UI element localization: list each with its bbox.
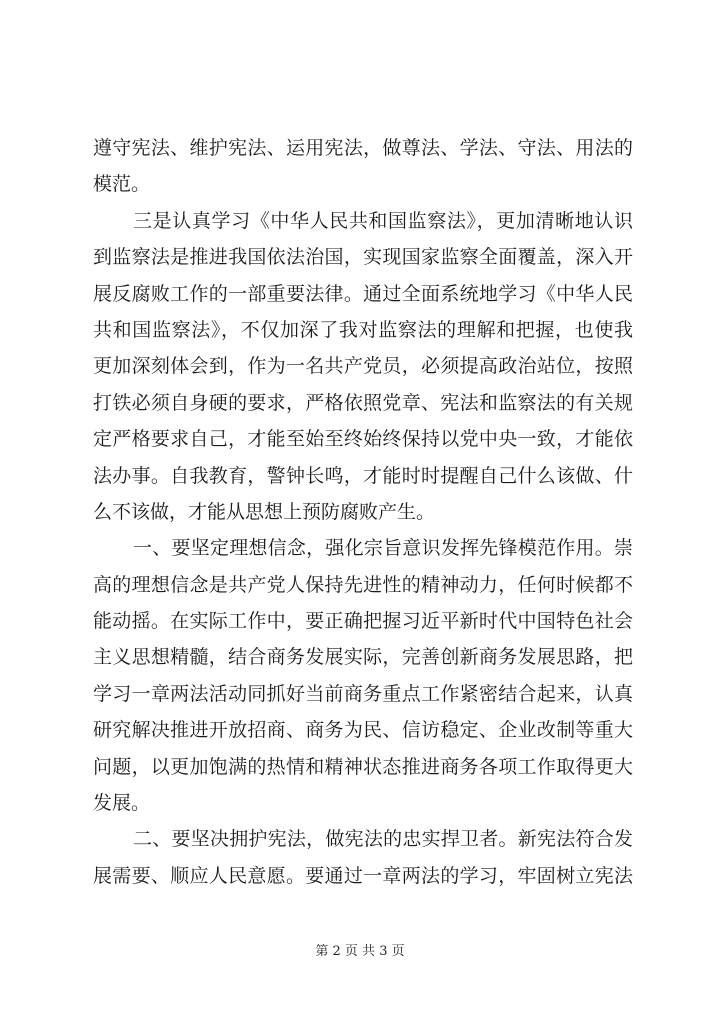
text-line: 发展。	[93, 792, 151, 815]
text-line: 共和国监察法》，不仅加深了我对监察法的理解和把握，也使我	[93, 318, 633, 341]
text-line: 么不该做，才能从思想上预防腐败产生。	[93, 500, 436, 523]
text-line: 到监察法是推进我国依法治国，实现国家监察全面覆盖，深入开	[93, 246, 633, 269]
text-line: 打铁必须自身硬的要求，严格依照党章、宪法和监察法的有关规	[93, 391, 633, 414]
text-line: 遵守宪法、维护宪法、运用宪法，做尊法、学法、守法、用法的	[93, 137, 633, 159]
text-line: 能动摇。在实际工作中，要正确把握习近平新时代中国特色社会	[93, 610, 633, 633]
text-line: 主义思想精髓，结合商务发展实际，完善创新商务发展思路，把	[93, 646, 633, 669]
paragraph-start-line: 三是认真学习《中华人民共和国监察法》，更加清晰地认识	[133, 209, 633, 232]
text-line: 展需要、顺应人民意愿。要通过一章两法的学习，牢固树立宪法	[93, 864, 633, 887]
text-line: 高的理想信念是共产党人保持先进性的精神动力，任何时候都不	[93, 573, 633, 596]
text-line: 法办事。自我教育，警钟长鸣，才能时时提醒自己什么该做、什	[93, 464, 633, 487]
text-line: 学习一章两法活动同抓好当前商务重点工作紧密结合起来，认真	[93, 682, 633, 705]
page-number-footer: 第 2 页 共 3 页	[315, 944, 405, 959]
text-line: 定严格要求自己，才能至始至终始终保持以党中央一致，才能依	[93, 428, 633, 451]
text-line: 研究解决推进开放招商、商务为民、信访稳定、企业改制等重大	[93, 719, 633, 742]
text-line: 展反腐败工作的一部重要法律。通过全面系统地学习《中华人民	[93, 282, 633, 305]
paragraph-start-line: 二、要坚决拥护宪法，做宪法的忠实捍卫者。新宪法符合发	[133, 828, 633, 851]
text-line: 模范。	[93, 173, 151, 196]
document-body	[93, 130, 633, 894]
text-line: 问题，以更加饱满的热情和精神状态推进商务各项工作取得更大	[93, 755, 633, 778]
paragraph-start-line: 一、要坚定理想信念，强化宗旨意识发挥先锋模范作用。崇	[133, 537, 633, 560]
text-line: 更加深刻体会到，作为一名共产党员，必须提高政治站位，按照	[93, 355, 633, 378]
